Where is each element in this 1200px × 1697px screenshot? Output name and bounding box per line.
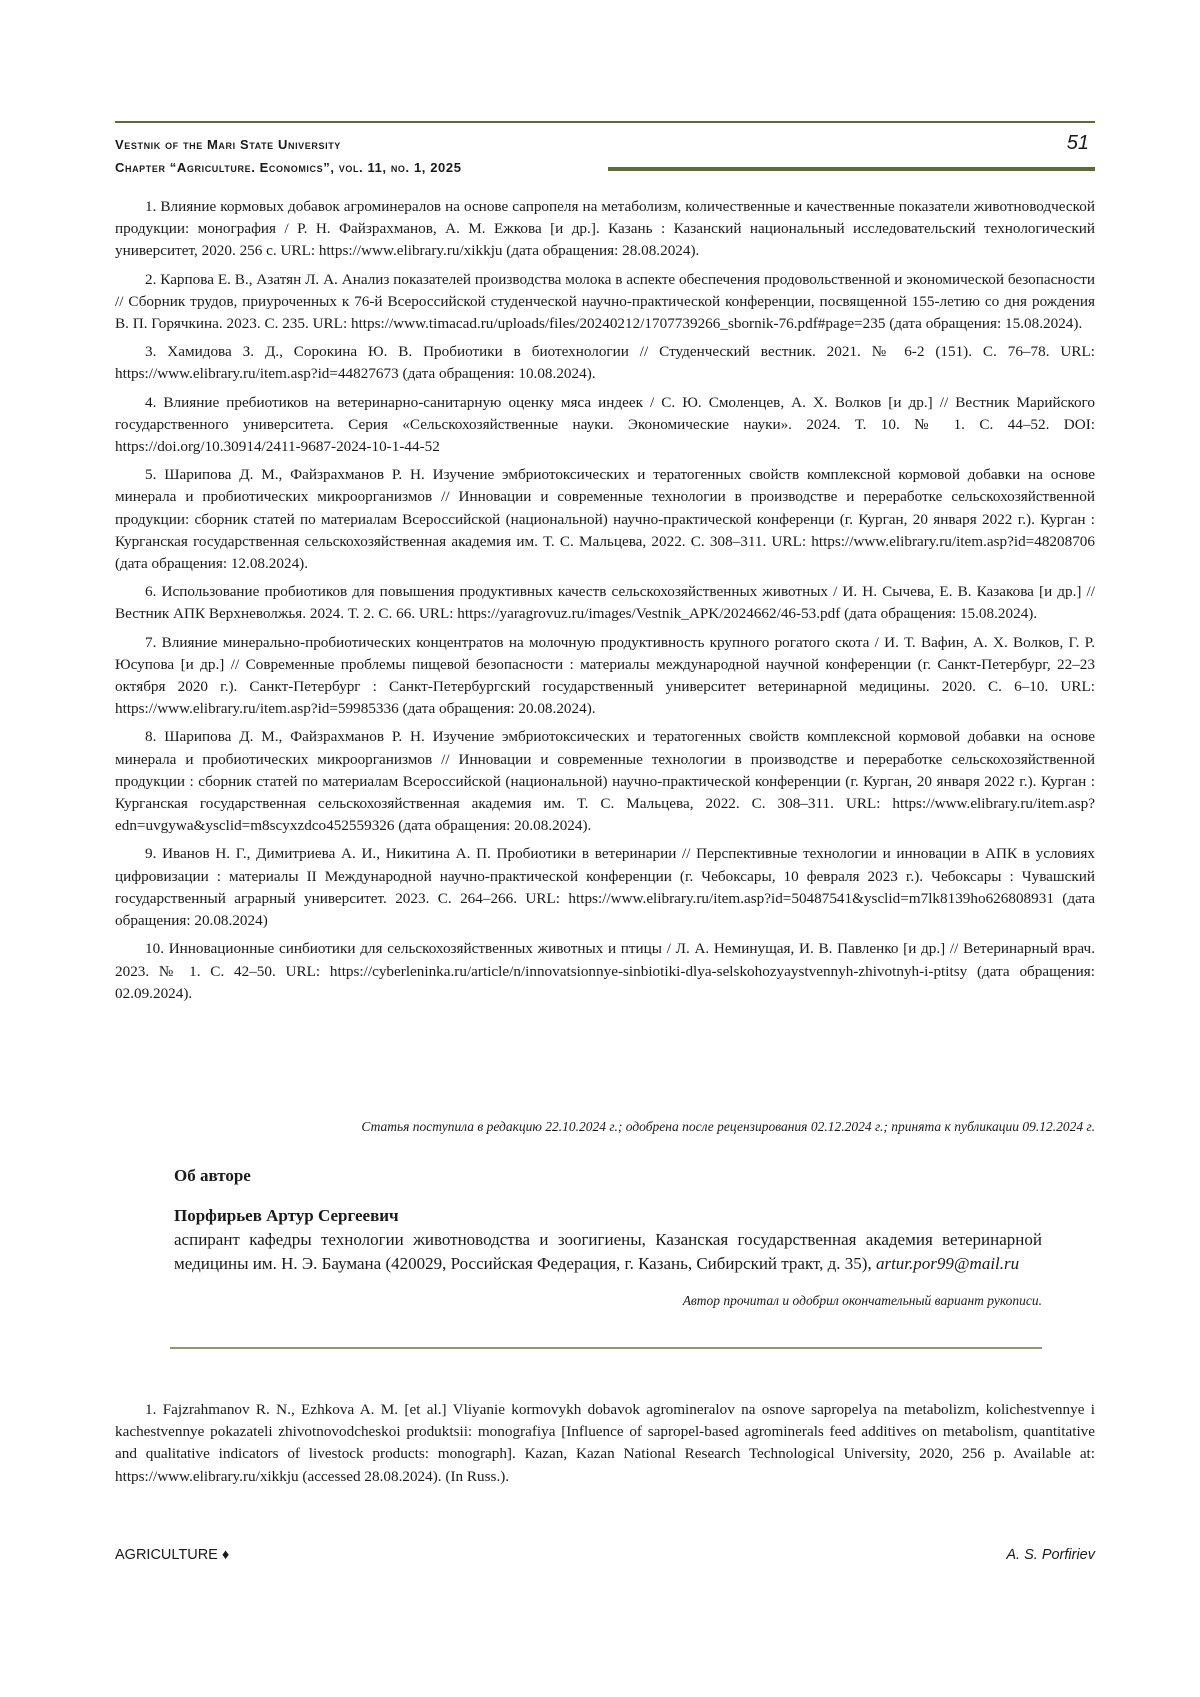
author-section-rule — [170, 1347, 1042, 1349]
author-description: аспирант кафедры технологии животноводства и зоогигиены, Казанская государственная академия ветеринарной медицины им. Н. Э. Баумана (420029, Российская Федерация, г. Казань, Сибирский тракт, д. 35), — [174, 1230, 1042, 1273]
journal-page — [0, 0, 1200, 1697]
reference-item: 9. Иванов Н. Г., Димитриева А. И., Никитина А. П. Пробиотики в ветеринарии // Перспективные технологии и инновации в АПК в условиях цифровизации : материалы II Международной научно-практической конференции (г. Чебоксары, 10 февраля 2023 г.). Чебоксары : Чувашский государственный аграрный университет. 2023. С. 264–266. URL: https://www.elibrary.ru/item.asp?id=50487541&ysclid=m7lk8139ho626808931 (дата обращения: 20.08.2024) — [115, 843, 1095, 932]
reference-item: 10. Инновационные синбиотики для сельскохозяйственных животных и птицы / Л. А. Неминущая, И. В. Павленко [и др.] // Ветеринарный врач. 2023. № 1. С. 42–50. URL: https://cyberleninka.ru/article/n/innovatsionnye-sinbiotiki-dlya-selskohozyaystvennyh-zhivotnyh-i-ptitsy (дата обращения: 02.09.2024). — [115, 938, 1095, 1005]
reference-item: 7. Влияние минерально-пробиотических концентратов на молочную продуктивность крупного рогатого скота / И. Т. Вафин, А. Х. Волков, Г. Р. Юсупова [и др.] // Современные проблемы пищевой безопасности : материалы международной научной конференции (г. Санкт-Петербург, 22–23 октября 2020 г.). Санкт-Петербург : Санкт-Петербургский государственный университет ветеринарной медицины. 2020. С. 6–10. URL: https://www.elibrary.ru/item.asp?id=59985336 (дата обращения: 20.08.2024). — [115, 632, 1095, 721]
reference-item: 5. Шарипова Д. М., Файзрахманов Р. Н. Изучение эмбриотоксических и тератогенных свойств комплексной кормовой добавки на основе минерала и пробиотических микроорганизмов // Инновации и современные технологии в производстве и переработке сельскохозяйственной продукции: сборник статей по материалам Всероссийской (национальной) научно-практической конференци (г. Курган, 20 января 2022 г.). Курган : Курганская государственная сельскохозяйственная академия им. Т. С. Мальцева, 2022. С. 308–311. URL: https://www.elibrary.ru/item.asp?id=48208706 (дата обращения: 12.08.2024). — [115, 464, 1095, 575]
about-author — [174, 1166, 1042, 1309]
header-rule — [608, 167, 1095, 171]
running-footer — [115, 1547, 1095, 1569]
author-email: artur.por99@mail.ru — [876, 1254, 1019, 1273]
reference-item: 6. Использование пробиотиков для повышения продуктивных качеств сельскохозяйственных животных / И. Н. Сычева, Е. В. Казакова [и др.] // Вестник АПК Верхневолжья. 2024. Т. 2. С. 66. URL: https://yaragrovuz.ru/images/Vestnik_APK/2024662/46-53.pdf (дата обращения: 15.08.2024). — [115, 581, 1095, 625]
reference-item: 2. Карпова Е. В., Азатян Л. А. Анализ показателей производства молока в аспекте обеспечения продовольственной и экономической безопасности // Сборник трудов, приуроченных к 76-й Всероссийской студенческой научно-практической конференции, посвященной 155-летию со дня рождения В. П. Горячкина. 2023. С. 235. URL: https://www.timacad.ru/uploads/files/20240212/1707739266_sbornik-76.pdf#page=235 (дата обращения: 15.08.2024). — [115, 269, 1095, 336]
approval-note: Автор прочитал и одобрил окончательный вариант рукописи. — [174, 1293, 1042, 1309]
references-list — [115, 196, 1095, 1011]
running-header — [115, 136, 1095, 176]
reference-item: 3. Хамидова З. Д., Сорокина Ю. В. Пробиотики в биотехнологии // Студенческий вестник. 2021. № 6-2 (151). С. 76–78. URL: https://www.elibrary.ru/item.asp?id=44827673 (дата обращения: 10.08.2024). — [115, 341, 1095, 385]
submission-dates: Статья поступила в редакцию 22.10.2024 г.; одобрена после рецензирования 02.12.2024 г.; принята к публикации 09.12.2024 г. — [115, 1119, 1095, 1135]
reference-item: 1. Влияние кормовых добавок агроминералов на основе сапропеля на метаболизм, количественные и качественные показатели животноводческой продукции: монография / Р. Н. Файзрахманов, А. М. Ежкова [и др.]. Казань : Казанский национальный исследовательский технологический университет, 2020. 256 с. URL: https://www.elibrary.ru/xikkju (дата обращения: 28.08.2024). — [115, 196, 1095, 263]
about-author-heading: Об авторе — [174, 1166, 1042, 1186]
reference-item: 1. Fajzrahmanov R. N., Ezhkova A. M. [et al.] Vliyanie kormovykh dobavok agromineralov na osnove sapropelya na metabolizm, kolichestvennye i kachestvennye pokazateli zhivotnovodcheskoi produktsii: monografiya [Influence of sapropel-based agrominerals feed additives on metabolism, quantitative and qualitative indicators of livestock products: monograph]. Kazan, Kazan National Research Technological University, 2020, 256 p. Available at: https://www.elibrary.ru/xikkju (accessed 28.08.2024). (In Russ.). — [115, 1399, 1095, 1488]
english-references-list — [115, 1399, 1095, 1494]
author-name: Порфирьев Артур Сергеевич — [174, 1204, 1042, 1228]
reference-item: 8. Шарипова Д. М., Файзрахманов Р. Н. Изучение эмбриотоксических и тератогенных свойств комплексной кормовой добавки на основе минерала и пробиотических микроорганизмов // Инновации и современные технологии в производстве и переработке сельскохозяйственной продукции : сборник статей по материалам Всероссийской (национальной) научно-практической конференции (г. Курган, 20 января 2022 г.). Курган : Курганская государственная сельскохозяйственная академия им. Т. С. Мальцева, 2022. С. 308–311. URL: https://www.elibrary.ru/item.asp?edn=uvgywa&ysclid=m8scyxzdco452559326 (дата обращения: 20.08.2024). — [115, 726, 1095, 837]
page-number: 51 — [1067, 132, 1089, 155]
journal-title: Vestnik of the Mari State University — [115, 136, 341, 153]
footer-author: A. S. Porfiriev — [1006, 1547, 1095, 1563]
top-rule — [115, 121, 1095, 123]
reference-item: 4. Влияние пребиотиков на ветеринарно-санитарную оценку мяса индеек / С. Ю. Смоленцев, А. Х. Волков [и др.] // Вестник Марийского государственного университета. Серия «Сельскохозяйственные науки. Экономические науки». 2024. Т. 10. № 1. С. 44–52. DOI: https://doi.org/10.30914/2411-9687-2024-10-1-44-52 — [115, 392, 1095, 459]
author-affiliation — [174, 1228, 1042, 1276]
footer-section: AGRICULTURE ♦ — [115, 1547, 229, 1563]
journal-chapter: Chapter “Agriculture. Economics”, vol. 11, no. 1, 2025 — [115, 159, 462, 176]
